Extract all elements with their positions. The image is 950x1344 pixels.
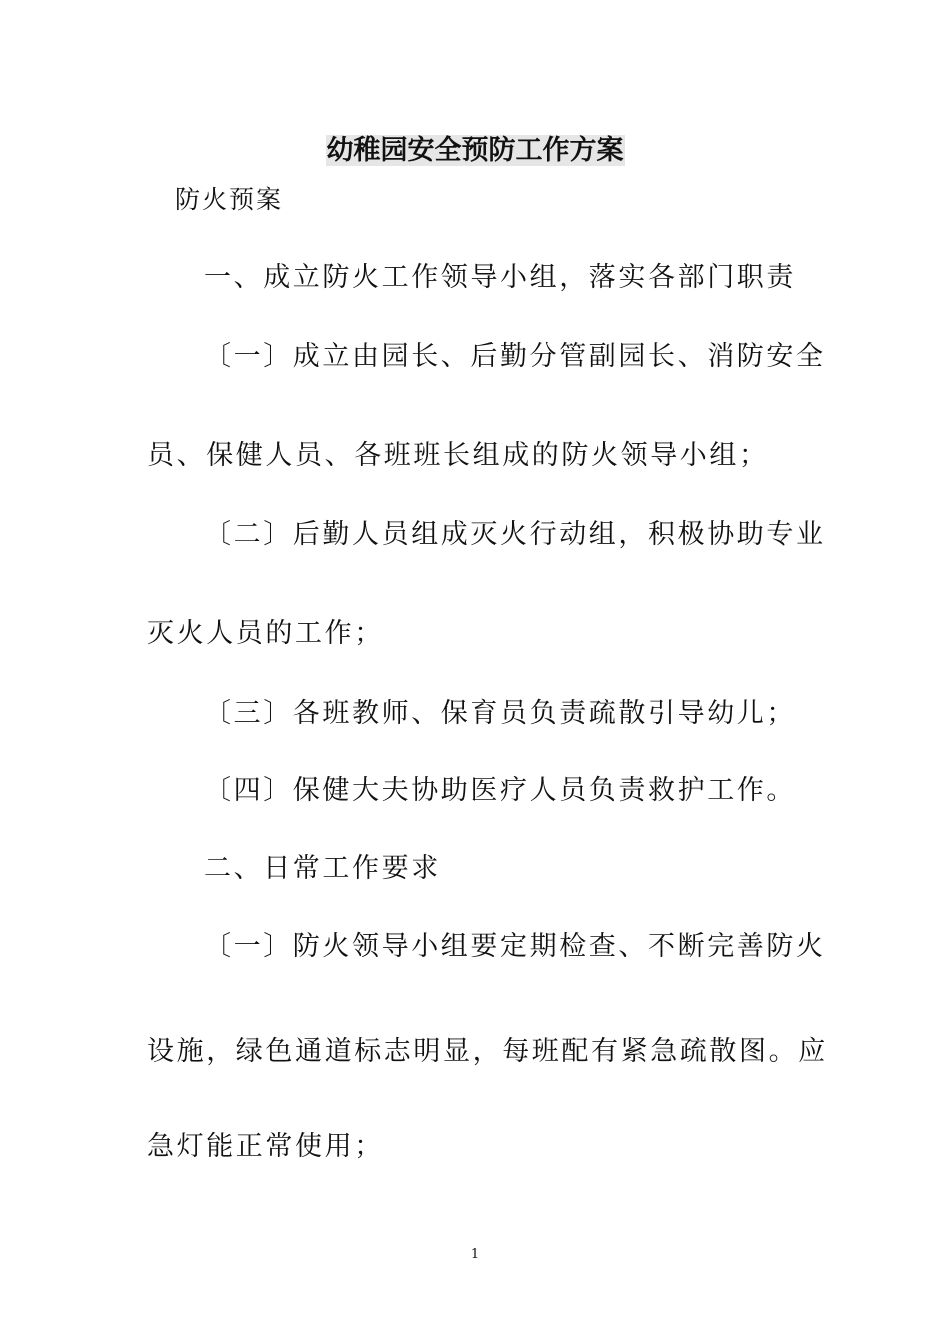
paragraph-line: 〔三〕各班教师、保育员负责疏散引导幼儿；	[204, 698, 796, 729]
document-title-text: 幼稚园安全预防工作方案	[326, 135, 624, 166]
paragraph-line: 〔四〕保健大夫协助医疗人员负责救护工作。	[204, 775, 796, 806]
paragraph-line: 〔二〕后勤人员组成灭火行动组，积极协助专业	[204, 519, 826, 550]
document-title	[0, 133, 950, 169]
paragraph-line: 〔一〕成立由园长、后勤分管副园长、消防安全	[204, 341, 826, 372]
paragraph-line: 一、成立防火工作领导小组，落实各部门职责	[204, 262, 796, 293]
page-number: 1	[470, 1247, 480, 1262]
paragraph-line: 设施，绿色通道标志明显，每班配有紧急疏散图。应	[147, 1036, 828, 1067]
paragraph-line: 急灯能正常使用；	[147, 1131, 384, 1162]
paragraph-line: 二、日常工作要求	[204, 853, 441, 884]
paragraph-line: 员、保健人员、各班班长组成的防火领导小组；	[147, 440, 769, 471]
paragraph-line: 〔一〕防火领导小组要定期检查、不断完善防火	[204, 931, 826, 962]
paragraph-line: 灭火人员的工作；	[147, 618, 384, 649]
section-subtitle: 防火预案	[175, 185, 284, 214]
